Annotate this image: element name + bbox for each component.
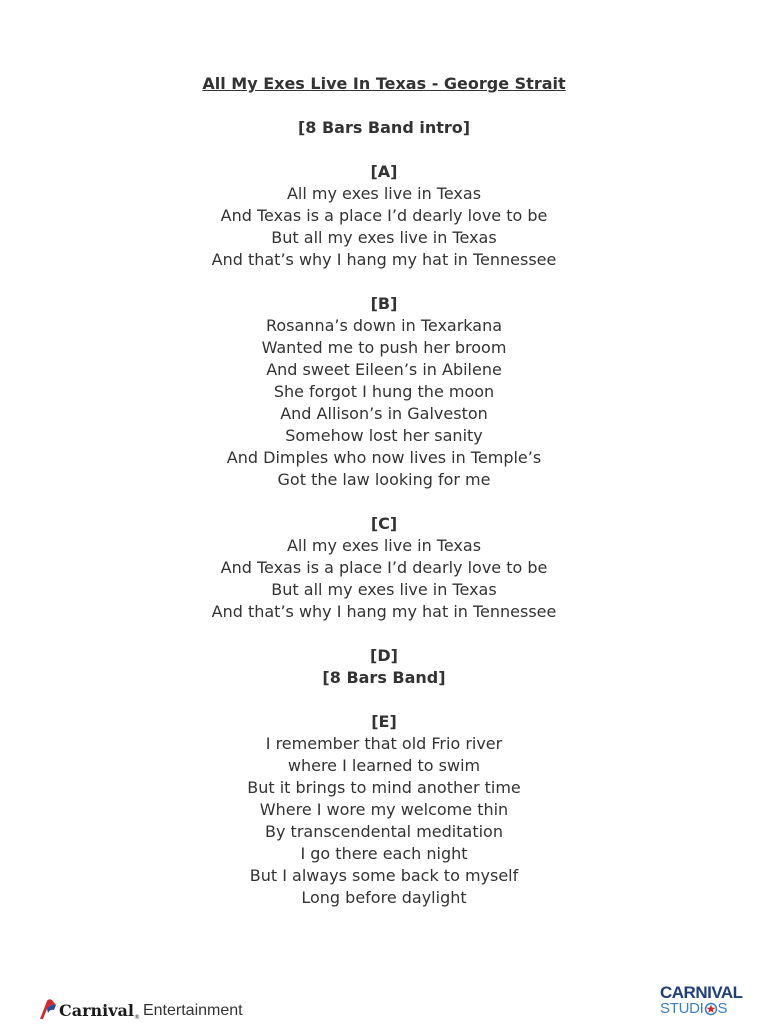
lyrics-section xyxy=(0,161,768,271)
lyric-line: Got the law looking for me xyxy=(277,470,491,489)
lyric-line: And sweet Eileen’s in Abilene xyxy=(266,360,502,379)
lyric-line: I go there each night xyxy=(300,844,468,863)
carnival-wordmark: Carnival xyxy=(59,1001,134,1020)
lyric-line: She forgot I hung the moon xyxy=(273,382,495,401)
lyric-line: And Dimples who now lives in Temple’s xyxy=(226,448,542,467)
lyric-line: But all my exes live in Texas xyxy=(271,580,497,599)
lyric-line: Somehow lost her sanity xyxy=(285,426,483,445)
lyrics-content xyxy=(0,73,768,931)
lyrics-section xyxy=(0,645,768,689)
carnival-studios-logo xyxy=(660,983,743,1020)
entertainment-wordmark: Entertainment xyxy=(142,1002,243,1019)
lyric-line: And Texas is a place I’d dearly love to be xyxy=(220,206,548,225)
carnival-funnel-icon xyxy=(38,997,58,1021)
section-label: [C] xyxy=(370,514,398,533)
lyrics-section xyxy=(0,513,768,623)
band-note: [8 Bars Band] xyxy=(322,668,446,687)
lyric-line: But it brings to mind another time xyxy=(247,778,521,797)
lyric-line: I remember that old Frio river xyxy=(265,734,503,753)
section-label: [A] xyxy=(370,162,398,181)
lyric-line: Long before daylight xyxy=(301,888,467,907)
lyric-line: where I learned to swim xyxy=(287,756,481,775)
carnival-entertainment-logo xyxy=(38,993,243,1021)
lyric-line: And Texas is a place I’d dearly love to be xyxy=(220,558,548,577)
lyrics-section xyxy=(0,293,768,491)
lyric-line: But I always some back to myself xyxy=(249,866,519,885)
lyric-line: Where I wore my welcome thin xyxy=(259,800,509,819)
lyric-line: And that’s why I hang my hat in Tennessee xyxy=(211,602,557,621)
lyric-line: And that’s why I hang my hat in Tennessee xyxy=(211,250,557,269)
lyric-line: All my exes live in Texas xyxy=(286,536,482,555)
trademark-mark: ® xyxy=(133,1014,140,1021)
song-title: All My Exes Live In Texas - George Strait xyxy=(202,74,566,93)
lyrics-sections xyxy=(0,161,768,909)
studios-suffix: S xyxy=(717,1000,728,1017)
lyric-line: But all my exes live in Texas xyxy=(271,228,497,247)
lyric-line: Wanted me to push her broom xyxy=(261,338,507,357)
studios-prefix: STUDI xyxy=(660,1000,704,1017)
intro-note: [8 Bars Band intro] xyxy=(297,118,471,137)
section-label: [D] xyxy=(370,646,398,665)
carnival-studios-bottom xyxy=(660,1001,736,1016)
lyric-line: And Allison’s in Galveston xyxy=(280,404,488,423)
section-label: [B] xyxy=(370,294,398,313)
lyric-line: All my exes live in Texas xyxy=(286,184,482,203)
section-label: [E] xyxy=(371,712,397,731)
lyric-line: Rosanna’s down in Texarkana xyxy=(265,316,503,335)
lyric-line: By transcendental meditation xyxy=(265,822,503,841)
star-icon xyxy=(704,1002,718,1016)
carnival-studios-top: CARNIVAL xyxy=(660,983,743,1002)
lyrics-section xyxy=(0,711,768,909)
